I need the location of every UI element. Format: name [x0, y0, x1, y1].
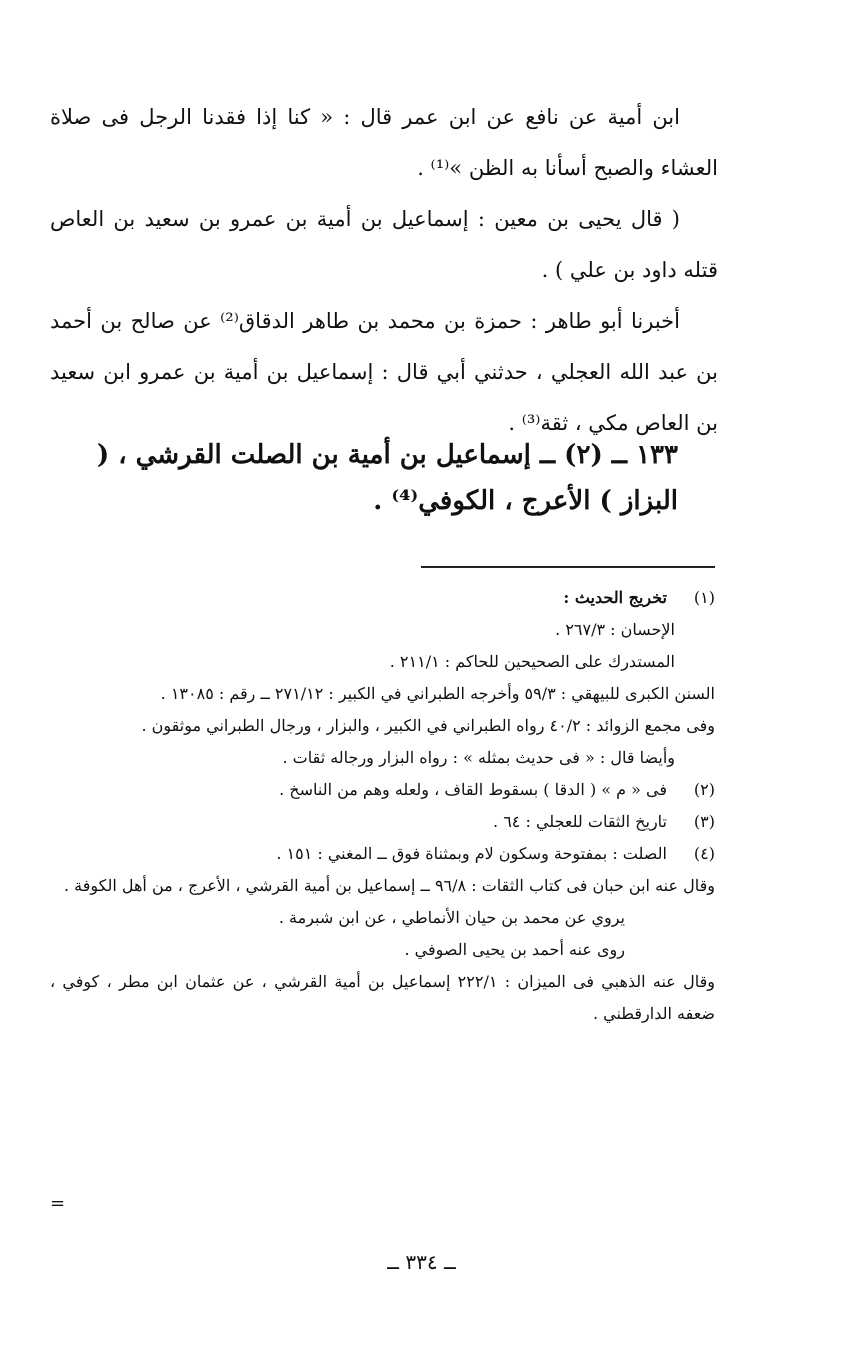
footnote-title: تخريج الحديث :	[563, 588, 667, 607]
footnote-number: (٤)	[693, 844, 715, 863]
footnote-line: السنن الكبرى للبيهقي : ٥٩/٣ وأخرجه الطبراني في الكبير : ٢٧١/١٢ ــ رقم : ١٣٠٨٥ .	[160, 684, 715, 703]
footnote-text: الصلت : بمفتوحة وسكون لام وبمثناة فوق ــ المغني : ١٥١ .	[276, 844, 667, 863]
footnote-line: وأيضا قال : « فى حديث بمثله » : رواه البزار ورجاله ثقات .	[282, 748, 675, 767]
footnote-text: تاريخ الثقات للعجلي : ٦٤ .	[493, 812, 667, 831]
footnote-number: (٢)	[693, 780, 715, 799]
paragraph-2: ( قال يحيى بن معين : إسماعيل بن أمية بن عمرو بن سعيد بن العاص قتله داود بن علي ) .	[50, 207, 718, 282]
footnotes	[50, 582, 715, 1030]
footnote-4	[50, 838, 715, 870]
main-text	[50, 92, 718, 449]
footnote-number: (١)	[693, 588, 715, 607]
entry-heading: ١٣٣ ــ (٢) ــ إسماعيل بن أمية بن الصلت القرشي ، ( البزاز ) الأعرج ، الكوفي⁽⁴⁾ .	[96, 440, 678, 516]
footnote-2	[50, 774, 715, 806]
paragraph-1: ابن أمية عن نافع عن ابن عمر قال : « كنا إذا فقدنا الرجل فى صلاة العشاء والصبح أسأنا به الظن »⁽¹⁾ .	[50, 105, 718, 180]
footnote-line: وفى مجمع الزوائد : ٤٠/٢ رواه الطبراني في الكبير ، والبزار ، ورجال الطبراني موثقون .	[141, 716, 715, 735]
continuation-mark: =	[50, 1193, 66, 1214]
footnote-line: الإحسان : ٢٦٧/٣ .	[555, 620, 675, 639]
footnote-line: روى عنه أحمد بن يحيى الصوفي .	[404, 940, 625, 959]
footnote-line: المستدرك على الصحيحين للحاكم : ٢١١/١ .	[389, 652, 675, 671]
footnote-number: (٣)	[693, 812, 715, 831]
footnote-3	[50, 806, 715, 838]
footnote-text: فى « م » ( الدقا ) بسقوط القاف ، ولعله وهم من الناسخ .	[279, 780, 667, 799]
footnote-line: وقال عنه الذهبي فى الميزان : ٢٢٢/١ إسماعيل بن أمية القرشي ، عن عثمان ابن مطر ، كوفي ، ضعفه الدارقطني .	[50, 972, 715, 1023]
footnote-1	[50, 582, 715, 614]
footnote-line: وقال عنه ابن حبان فى كتاب الثقات : ٩٦/٨ ــ إسماعيل بن أمية القرشي ، الأعرج ، من أهل الكوفة .	[63, 876, 715, 895]
paragraph-3: أخبرنا أبو طاهر : حمزة بن محمد بن طاهر الدقاق⁽²⁾ عن صالح بن أحمد بن عبد الله العجلي ، حدثني أبي قال : إسماعيل بن أمية بن عمرو ابن سعيد بن العاص مكي ، ثقة⁽³⁾ .	[50, 309, 718, 435]
footnote-line: يروي عن محمد بن حيان الأنماطي ، عن ابن شبرمة .	[278, 908, 625, 927]
page-number: ــ ٣٣٤ ــ	[387, 1250, 456, 1274]
footnote-divider	[421, 566, 715, 568]
